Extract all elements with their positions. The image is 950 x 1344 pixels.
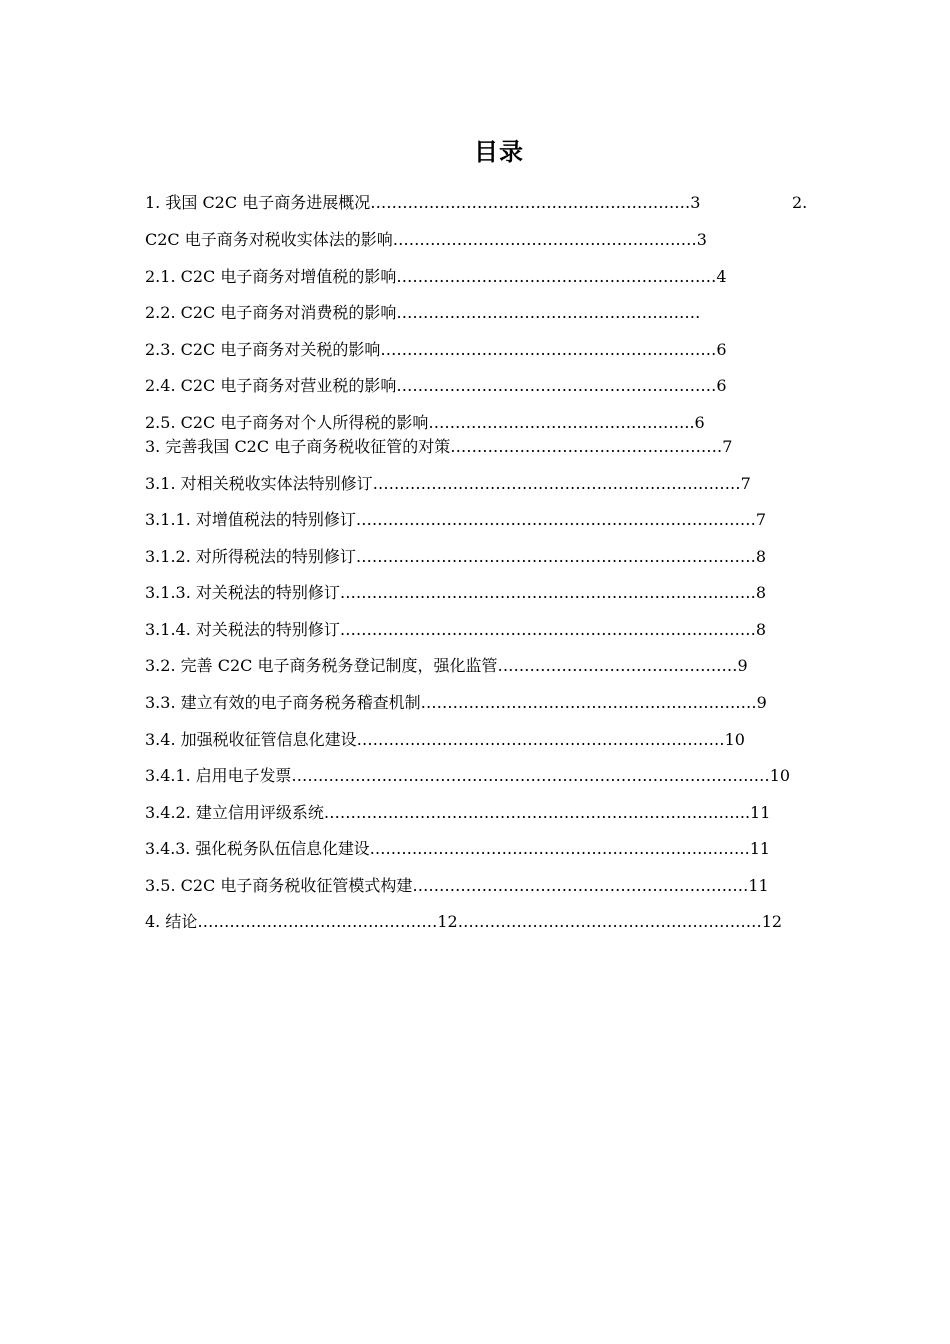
toc-entry-text: 3.4.3. 强化税务队伍信息化建设………………………………………………………………11: [145, 839, 770, 858]
toc-entry[interactable]: [145, 546, 797, 568]
toc-entry-text: C2C 电子商务对税收实体法的影响…………………………………………………3: [145, 230, 707, 249]
toc-overflow-section-number: 2.: [792, 193, 808, 212]
toc-entry-text: 2.2. C2C 电子商务对消费税的影响…………………………………………………: [145, 303, 701, 322]
toc-entry-text: 2.4. C2C 电子商务对营业税的影响……………………………………………………6: [145, 376, 727, 395]
toc-entry[interactable]: [145, 911, 800, 933]
toc-entry[interactable]: [145, 838, 770, 860]
toc-entry-text: 3.5. C2C 电子商务税收征管模式构建………………………………………………………11: [145, 876, 769, 895]
toc-entry-text: 3.1.4. 对关税法的特别修订……………………………………………………………………8: [145, 620, 767, 639]
toc-entry-text: 3.1.1. 对增值税法的特别修订…………………………………………………………………7: [145, 510, 767, 529]
toc-entry[interactable]: [145, 582, 797, 604]
toc-entry-text: 2.5. C2C 电子商务对个人所得税的影响…………………………………………..6: [145, 413, 705, 432]
toc-entry[interactable]: [145, 473, 765, 495]
toc-entry-text: 4. 结论………………………………………12…………………………………………………12: [145, 912, 783, 931]
toc-entry[interactable]: [145, 509, 797, 531]
toc-entry[interactable]: [145, 802, 798, 824]
toc-entry-text: 3.2. 完善 C2C 电子商务税务登记制度，强化监管………………………………………9: [145, 656, 748, 675]
toc-entry-text: 3.4.1. 启用电子发票………………………………………………………………………………10: [145, 766, 790, 785]
toc-entry[interactable]: [145, 412, 775, 434]
toc-entry[interactable]: [145, 266, 765, 288]
toc-entry[interactable]: [145, 765, 790, 787]
toc-entry[interactable]: [145, 655, 790, 677]
toc-entry[interactable]: [145, 302, 755, 324]
toc-entry-text: 2.1. C2C 电子商务对增值税的影响……………………………………………………4: [145, 267, 727, 286]
toc-entry-text: 3.1.3. 对关税法的特别修订……………………………………………………………………8: [145, 583, 767, 602]
toc-entry-text: 3.4.2. 建立信用评级系统……………………………………………………………………..11: [145, 803, 771, 822]
toc-entry[interactable]: [145, 729, 773, 751]
toc-entry[interactable]: [145, 339, 765, 361]
toc-entry-text: 3.4. 加强税收征管信息化建设……………………………………………………………10: [145, 730, 745, 749]
toc-entry[interactable]: [145, 875, 775, 897]
toc-entry-text: 2.3. C2C 电子商务对关税的影响………………………………………………………6: [145, 340, 727, 359]
toc-entry[interactable]: [145, 192, 760, 214]
toc-entry[interactable]: [145, 619, 797, 641]
toc-entry[interactable]: [145, 692, 800, 714]
toc-entry-text: 3.1.2. 对所得税法的特别修订…………………………………………………………………8: [145, 547, 767, 566]
toc-entry-text: 3.3. 建立有效的电子商务税务稽查机制………………………………………………………9: [145, 693, 767, 712]
toc-entry-text: 3. 完善我国 C2C 电子商务税收征管的对策……………………………………………7: [145, 437, 733, 456]
toc-title: 目录: [474, 138, 524, 166]
toc-entry[interactable]: [145, 229, 750, 251]
toc-entry[interactable]: [145, 375, 765, 397]
toc-entry-text: 3.1. 对相关税收实体法特别修订……………………………………………………………7: [145, 474, 751, 493]
toc-entry[interactable]: [145, 436, 775, 458]
toc-entry-text: 1. 我国 C2C 电子商务进展概况……………………………………………………3: [145, 193, 701, 212]
